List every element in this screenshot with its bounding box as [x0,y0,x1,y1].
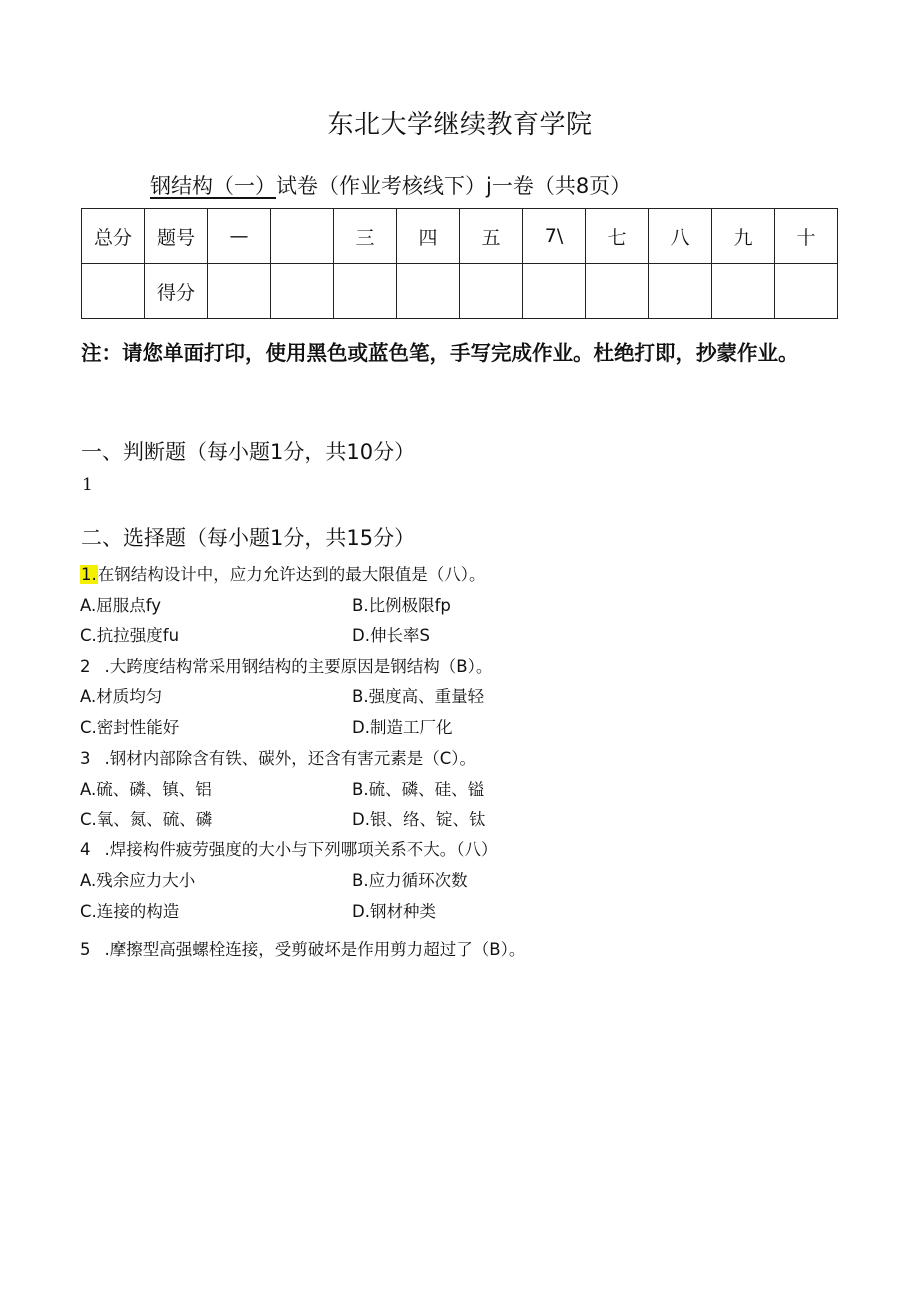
cell-empty [397,264,460,319]
option-c: C.密封性能好 [80,718,180,737]
cell-q10: 十 [775,209,838,264]
option-b: B.比例极限fp [352,596,451,615]
cell-question-no: 题号 [145,209,208,264]
option-a: A.屈服点fy [80,596,162,615]
cell-q8: 八 [649,209,712,264]
question-number: 5 [80,940,91,959]
cell-score-label: 得分 [145,264,208,319]
option-d: D.银、络、锭、钛 [352,810,486,829]
question-text: .摩擦型高强螺栓连接，受剪破坏是作用剪力超过了（B）。 [104,940,526,959]
cell-empty [334,264,397,319]
section1-content: 1 [82,475,93,495]
option-b: B.应力循环次数 [352,871,468,890]
cell-total-score: 总分 [82,209,145,264]
option-b: B.硫、磷、硅、镒 [352,780,485,799]
question-text: .大跨度结构常采用钢结构的主要原因是钢结构（B）。 [104,657,493,676]
exam-info: 试卷（作业考核线下）j一卷（共8页） [276,174,632,198]
cell-empty [208,264,271,319]
cell-empty [775,264,838,319]
option-d: D.制造工厂化 [352,718,453,737]
section1-title: 一、判断题（每小题1分，共10分） [81,440,416,464]
question-number: 3 [80,749,91,768]
score-table-score-row [82,264,838,319]
cell-empty [712,264,775,319]
question-text: .焊接构件疲劳强度的大小与下列哪项关系不大。（八） [104,840,498,859]
cell-q9: 九 [712,209,775,264]
option-d: D.伸长率S [352,626,430,645]
question-1 [80,561,486,585]
question-3 [80,745,476,769]
question-number: 4 [80,840,91,859]
question-2 [80,653,492,677]
instruction-note: 注：请您单面打印，使用黑色或蓝色笔，手写完成作业。杜绝打即，抄蒙作业。 [81,341,799,365]
cell-q3: 三 [334,209,397,264]
cell-empty [271,264,334,319]
option-a: A.硫、磷、镇、铝 [80,780,212,799]
question-number: 2 [80,657,91,676]
cell-q6: 7\ [523,209,586,264]
cell-empty [523,264,586,319]
cell-empty [460,264,523,319]
cell-q1: — [208,209,271,264]
cell-empty [82,264,145,319]
option-a: A.材质均匀 [80,687,163,706]
cell-empty [649,264,712,319]
option-d: D.钢材种类 [352,902,436,921]
course-name: 钢结构（一） [150,174,276,198]
score-table-header-row [82,209,838,264]
exam-subtitle [150,170,631,200]
cell-q2 [271,209,334,264]
cell-q5: 五 [460,209,523,264]
option-b: B.强度高、重量轻 [352,687,485,706]
school-title: 东北大学继续教育学院 [327,110,593,140]
question-text: .钢材内部除含有铁、碳外，还含有害元素是（C）。 [104,749,477,768]
cell-q4: 四 [397,209,460,264]
cell-empty [586,264,649,319]
option-a: A.残余应力大小 [80,871,196,890]
cell-q7: 七 [586,209,649,264]
option-c: C.抗拉强度fu [80,626,180,645]
score-table [81,208,838,319]
question-4 [80,836,498,860]
section2-title: 二、选择题（每小题1分，共15分） [81,526,416,550]
question-number-highlighted: 1. [81,565,97,584]
option-c: C.连接的构造 [80,902,180,921]
question-text: 在钢结构设计中，应力允许达到的最大限值是（八）。 [97,565,486,584]
question-5 [80,936,525,960]
option-c: C.氧、氮、硫、磷 [80,810,213,829]
